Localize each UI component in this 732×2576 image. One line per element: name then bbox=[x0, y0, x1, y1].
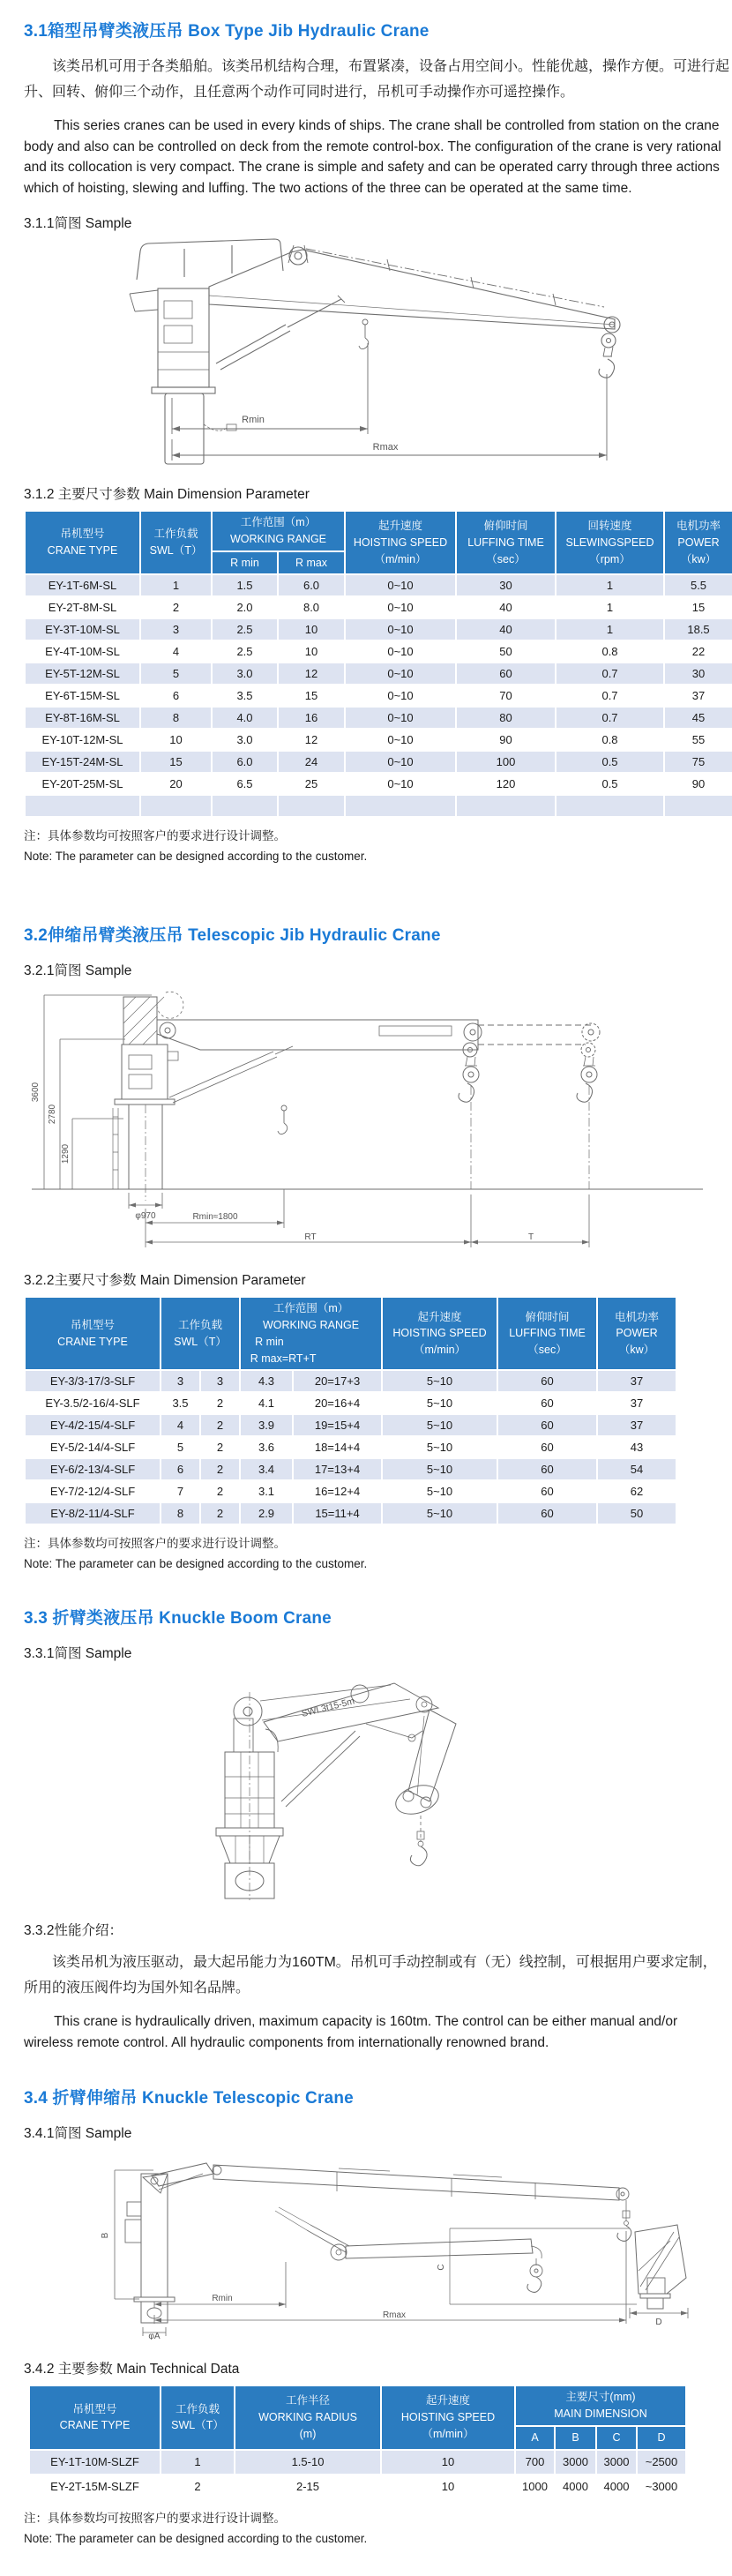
table-cell: 16=12+4 bbox=[293, 1480, 382, 1502]
table-cell: 700 bbox=[515, 2450, 555, 2475]
note-chinese: 注：具体参数均可按照客户的要求进行设计调整。 bbox=[24, 1537, 286, 1551]
section-title: 3.3 折臂类液压吊 Knuckle Boom Crane bbox=[24, 1609, 332, 1629]
paragraph-chinese: 该类吊机可用于各类船舶。该类吊机结构合理，布置紧凑，设备占用空间小。性能优越，操作方便。可进行起升、回转、俯仰三个动作，且任意两个动作可同时进行，吊机可手动操作亦可遥控操作。 bbox=[24, 59, 730, 100]
table-cell: 5~10 bbox=[382, 1502, 497, 1524]
note-english: Note: The parameter can be designed according to the customer. bbox=[24, 1557, 368, 1571]
table-cell: 6.5 bbox=[212, 773, 278, 795]
table-cell: 50 bbox=[456, 640, 556, 663]
th-swl: 工作负载 SWL（T） bbox=[161, 2385, 235, 2449]
param-heading: 3.2.2主要尺寸参数 Main Dimension Parameter bbox=[24, 1273, 306, 1289]
table-cell: 37 bbox=[597, 1414, 676, 1436]
table-cell: EY-1T-10M-SLZF bbox=[29, 2450, 161, 2475]
table-row bbox=[25, 795, 732, 817]
dim-label-d: D bbox=[655, 2318, 662, 2328]
table-cell: 10 bbox=[381, 2450, 515, 2475]
table-cell: EY-6T-15M-SL bbox=[25, 685, 140, 707]
table-cell: 6 bbox=[161, 1458, 200, 1480]
table-cell: 60 bbox=[497, 1502, 597, 1524]
table-cell: EY-4/2-15/4-SLF bbox=[25, 1414, 161, 1436]
section-title: 3.4 折臂伸缩吊 Knuckle Telescopic Crane bbox=[24, 2089, 354, 2108]
th-working-range: 工作范围（m） WORKING RANGE R min R max=RT+T bbox=[240, 1297, 382, 1370]
section-title: 3.1箱型吊臂类液压吊 Box Type Jib Hydraulic Crane bbox=[24, 22, 429, 41]
table-cell: 0~10 bbox=[345, 574, 456, 596]
main-dimension-table-box-type bbox=[24, 510, 732, 818]
table-cell: 60 bbox=[456, 663, 556, 685]
table-cell: 40 bbox=[456, 618, 556, 640]
table-cell: 1 bbox=[556, 618, 664, 640]
table-cell: 5.5 bbox=[664, 574, 732, 596]
dim-label-1290: 1290 bbox=[61, 1144, 71, 1164]
sample-heading: 3.4.1简图 Sample bbox=[24, 2126, 132, 2142]
param-heading: 3.1.2 主要尺寸参数 Main Dimension Parameter bbox=[24, 487, 310, 502]
table-cell: 5~10 bbox=[382, 1436, 497, 1458]
boom-swl-label: SWL3t15-5m bbox=[300, 1696, 356, 1720]
th-main-dimension: 主要尺寸(mm) MAIN DIMENSION bbox=[515, 2385, 686, 2426]
th-power: 电机功率 POWER （kw） bbox=[597, 1297, 676, 1370]
table-cell: 0~10 bbox=[345, 707, 456, 729]
table-cell: 4 bbox=[140, 640, 212, 663]
dim-label-rt: RT bbox=[304, 1232, 317, 1243]
table-cell: 3.4 bbox=[240, 1458, 293, 1480]
table-cell: 0.8 bbox=[556, 640, 664, 663]
table-row bbox=[25, 685, 732, 707]
table-cell: 2.5 bbox=[212, 640, 278, 663]
param-heading: 3.4.2 主要参数 Main Technical Data bbox=[24, 2362, 240, 2378]
table-cell: 8.0 bbox=[278, 596, 345, 618]
table-row bbox=[25, 1392, 676, 1414]
telescopic-crane-schematic bbox=[19, 985, 707, 1251]
table-cell: EY-5/2-14/4-SLF bbox=[25, 1436, 161, 1458]
table-cell: 5 bbox=[140, 663, 212, 685]
paragraph-chinese: 该类吊机为液压驱动，最大起吊能力为160TM。吊机可手动控制或有（无）线控制，可根据用户要求定制，所用的液压阀件均为国外知名品牌。 bbox=[24, 1955, 717, 1996]
table-cell: 15 bbox=[140, 751, 212, 773]
table-cell: 2.0 bbox=[212, 596, 278, 618]
table-cell: EY-2T-15M-SLZF bbox=[29, 2475, 161, 2499]
table-cell: EY-7/2-12/4-SLF bbox=[25, 1480, 161, 1502]
paragraph-english: This crane is hydraulically driven, maximum capacity is 160tm. The control can be either manual and/or wireless remote control. All hydraulic components from internationally renowned brand. bbox=[24, 2014, 678, 2050]
table-cell: EY-8/2-11/4-SLF bbox=[25, 1502, 161, 1524]
table-cell: EY-8T-16M-SL bbox=[25, 707, 140, 729]
table-cell: 100 bbox=[456, 751, 556, 773]
th-dim-d: D bbox=[637, 2426, 686, 2450]
table-cell: 54 bbox=[597, 1458, 676, 1480]
table-body bbox=[29, 2450, 686, 2499]
table-cell: 12 bbox=[278, 729, 345, 751]
table-cell: 37 bbox=[664, 685, 732, 707]
table-cell: 4000 bbox=[555, 2475, 596, 2499]
table-cell: 6.0 bbox=[212, 751, 278, 773]
crane-drawing-knuckle-boom bbox=[190, 1667, 732, 1906]
dim-label-rmin: Rmin bbox=[212, 2294, 233, 2304]
table-header bbox=[25, 511, 732, 574]
sample-heading: 3.3.1简图 Sample bbox=[24, 1646, 132, 1662]
table-cell: 15 bbox=[664, 596, 732, 618]
dim-label-c: C bbox=[437, 2264, 446, 2271]
table-cell: 12 bbox=[278, 663, 345, 685]
table-row bbox=[25, 574, 732, 596]
table-cell bbox=[140, 795, 212, 817]
table-cell: 15 bbox=[278, 685, 345, 707]
table-cell: 0.7 bbox=[556, 663, 664, 685]
th-swl: 工作负载 SWL（T） bbox=[161, 1297, 240, 1370]
crane-drawing-knuckle-telescopic bbox=[55, 2147, 732, 2344]
th-swl: 工作负载 SWL（T） bbox=[140, 511, 212, 574]
table-cell: 3.5 bbox=[161, 1392, 200, 1414]
table-cell: 4.1 bbox=[240, 1392, 293, 1414]
th-hoisting-speed: 起升速度 HOISTING SPEED （m/min） bbox=[345, 511, 456, 574]
dim-label-2780: 2780 bbox=[48, 1105, 57, 1125]
th-r-min: R min bbox=[212, 551, 278, 575]
table-cell: 10 bbox=[140, 729, 212, 751]
table-cell: 4.0 bbox=[212, 707, 278, 729]
table-cell: 60 bbox=[497, 1480, 597, 1502]
table-cell bbox=[556, 795, 664, 817]
table-cell: 1 bbox=[140, 574, 212, 596]
table-cell: 1 bbox=[556, 574, 664, 596]
table-header bbox=[29, 2385, 686, 2449]
table-row bbox=[25, 1414, 676, 1436]
table-cell: 5~10 bbox=[382, 1458, 497, 1480]
table-cell: 6.0 bbox=[278, 574, 345, 596]
table-cell: EY-5T-12M-SL bbox=[25, 663, 140, 685]
table-row bbox=[25, 1436, 676, 1458]
table-cell: 3.0 bbox=[212, 729, 278, 751]
table-cell: 40 bbox=[456, 596, 556, 618]
performance-heading: 3.3.2性能介绍： bbox=[24, 1923, 123, 1939]
table-row bbox=[25, 663, 732, 685]
note-chinese: 注：具体参数均可按照客户的要求进行设计调整。 bbox=[24, 829, 286, 843]
table-cell bbox=[25, 795, 140, 817]
main-technical-data-table bbox=[28, 2385, 687, 2499]
th-luffing-time: 俯仰时间 LUFFING TIME （sec） bbox=[456, 511, 556, 574]
th-r-max: R max bbox=[278, 551, 345, 575]
table-cell bbox=[212, 795, 278, 817]
table-cell: 60 bbox=[497, 1436, 597, 1458]
th-working-range: 工作范围（m） WORKING RANGE bbox=[212, 511, 345, 551]
table-cell: 8 bbox=[161, 1502, 200, 1524]
table-cell: 7 bbox=[161, 1480, 200, 1502]
table-header bbox=[25, 1297, 676, 1370]
table-row bbox=[25, 1370, 676, 1392]
table-cell: 8 bbox=[140, 707, 212, 729]
table-row bbox=[25, 707, 732, 729]
dim-label-phia: φA bbox=[148, 2332, 161, 2340]
dim-label-rmax: Rmax bbox=[382, 2310, 407, 2321]
table-cell: 120 bbox=[456, 773, 556, 795]
dim-label-t: T bbox=[527, 1232, 534, 1243]
table-cell: 50 bbox=[597, 1502, 676, 1524]
table-cell: 3000 bbox=[555, 2450, 596, 2475]
table-cell: 2 bbox=[200, 1480, 240, 1502]
table-row bbox=[29, 2475, 686, 2499]
table-cell: 1000 bbox=[515, 2475, 555, 2499]
table-cell: 0~10 bbox=[345, 751, 456, 773]
table-cell bbox=[345, 795, 456, 817]
table-cell: 5 bbox=[161, 1436, 200, 1458]
th-hoisting-speed: 起升速度 HOISTING SPEED （m/min） bbox=[382, 1297, 497, 1370]
table-cell: EY-20T-25M-SL bbox=[25, 773, 140, 795]
table-cell: 60 bbox=[497, 1392, 597, 1414]
table-cell: 0~10 bbox=[345, 618, 456, 640]
table-cell: 2 bbox=[140, 596, 212, 618]
note-chinese: 注：具体参数均可按照客户的要求进行设计调整。 bbox=[24, 2511, 286, 2525]
table-cell: 70 bbox=[456, 685, 556, 707]
table-cell: 17=13+4 bbox=[293, 1458, 382, 1480]
table-cell: 3000 bbox=[596, 2450, 637, 2475]
table-cell: 3 bbox=[140, 618, 212, 640]
th-hoisting-speed: 起升速度 HOISTING SPEED （m/min） bbox=[381, 2385, 515, 2449]
th-power: 电机功率 POWER （kw） bbox=[664, 511, 732, 574]
table-cell: 15=11+4 bbox=[293, 1502, 382, 1524]
table-cell: EY-3T-10M-SL bbox=[25, 618, 140, 640]
table-cell: 80 bbox=[456, 707, 556, 729]
table-cell: 30 bbox=[664, 663, 732, 685]
table-cell: 3.0 bbox=[212, 663, 278, 685]
table-cell: 3.9 bbox=[240, 1414, 293, 1436]
dim-label-phi970: φ970 bbox=[135, 1211, 156, 1222]
table-cell: 4000 bbox=[596, 2475, 637, 2499]
sample-heading: 3.1.1简图 Sample bbox=[24, 216, 132, 231]
table-cell: 5~10 bbox=[382, 1414, 497, 1436]
th-dim-c: C bbox=[596, 2426, 637, 2450]
th-crane-type: 吊机型号 CRANE TYPE bbox=[25, 1297, 161, 1370]
table-cell: 22 bbox=[664, 640, 732, 663]
table-cell: 2 bbox=[200, 1502, 240, 1524]
table-cell: 10 bbox=[381, 2475, 515, 2499]
sample-heading: 3.2.1简图 Sample bbox=[24, 963, 132, 979]
section-telescopic-jib-crane bbox=[24, 922, 732, 1573]
table-cell: 6 bbox=[140, 685, 212, 707]
table-cell: 30 bbox=[456, 574, 556, 596]
table-cell: 0.5 bbox=[556, 773, 664, 795]
table-cell: 2.9 bbox=[240, 1502, 293, 1524]
section-knuckle-telescopic-crane bbox=[24, 2085, 732, 2547]
table-cell: 25 bbox=[278, 773, 345, 795]
table-row bbox=[25, 596, 732, 618]
table-cell: 60 bbox=[497, 1414, 597, 1436]
section-box-type-jib-crane bbox=[24, 18, 732, 865]
note-english: Note: The parameter can be designed according to the customer. bbox=[24, 850, 368, 864]
th-luffing-time: 俯仰时间 LUFFING TIME （sec） bbox=[497, 1297, 597, 1370]
knuckle-boom-schematic bbox=[190, 1667, 569, 1901]
table-cell: 3.1 bbox=[240, 1480, 293, 1502]
table-row bbox=[25, 1458, 676, 1480]
table-cell: EY-3/3-17/3-SLF bbox=[25, 1370, 161, 1392]
table-cell: 75 bbox=[664, 751, 732, 773]
dim-label-3600: 3600 bbox=[31, 1082, 41, 1103]
crane-drawing-telescopic bbox=[19, 985, 732, 1255]
table-cell: 0.5 bbox=[556, 751, 664, 773]
table-cell bbox=[456, 795, 556, 817]
table-row bbox=[25, 640, 732, 663]
section-title: 3.2伸缩吊臂类液压吊 Telescopic Jib Hydraulic Crane bbox=[24, 926, 441, 946]
th-slewing-speed: 回转速度 SLEWINGSPEED （rpm） bbox=[556, 511, 664, 574]
table-cell: 16 bbox=[278, 707, 345, 729]
box-crane-schematic bbox=[77, 237, 703, 465]
paragraph-english: This series cranes can be used in every kinds of ships. The crane shall be controlled from station on the crane body and also can be controlled on deck from the remote control-box. The configuration of the crane is very rational and its collocation is very compact. The crane is simple and safety and can be operated carry through three actions which of hoisting, slewing and luffing. The two actions of the three can be operated at the same time. bbox=[24, 118, 721, 196]
table-cell: 2-15 bbox=[235, 2475, 381, 2499]
table-cell: 1.5-10 bbox=[235, 2450, 381, 2475]
table-cell: 0.7 bbox=[556, 707, 664, 729]
table-cell: ~3000 bbox=[637, 2475, 686, 2499]
dim-label-rmax: Rmax bbox=[372, 442, 399, 453]
table-cell: 2 bbox=[200, 1414, 240, 1436]
table-cell: 2 bbox=[200, 1436, 240, 1458]
main-dimension-table-telescopic bbox=[24, 1296, 677, 1525]
table-cell: 60 bbox=[497, 1458, 597, 1480]
table-cell: 20=17+3 bbox=[293, 1370, 382, 1392]
th-dim-b: B bbox=[555, 2426, 596, 2450]
table-cell: 10 bbox=[278, 640, 345, 663]
table-cell: 3.6 bbox=[240, 1436, 293, 1458]
table-cell: 0~10 bbox=[345, 773, 456, 795]
table-cell bbox=[664, 795, 732, 817]
table-row bbox=[25, 751, 732, 773]
table-body bbox=[25, 1370, 676, 1524]
table-cell: 3 bbox=[161, 1370, 200, 1392]
table-cell: 20 bbox=[140, 773, 212, 795]
table-cell: 1 bbox=[556, 596, 664, 618]
table-cell: 1 bbox=[161, 2450, 235, 2475]
table-cell: 5~10 bbox=[382, 1480, 497, 1502]
table-cell: 0.7 bbox=[556, 685, 664, 707]
table-cell: 60 bbox=[497, 1370, 597, 1392]
table-cell: 18.5 bbox=[664, 618, 732, 640]
th-dim-a: A bbox=[515, 2426, 555, 2450]
table-cell: 37 bbox=[597, 1370, 676, 1392]
table-cell: 55 bbox=[664, 729, 732, 751]
table-row bbox=[29, 2450, 686, 2475]
table-cell: 62 bbox=[597, 1480, 676, 1502]
table-cell: 90 bbox=[664, 773, 732, 795]
table-cell bbox=[278, 795, 345, 817]
table-cell: 5~10 bbox=[382, 1392, 497, 1414]
table-cell: 19=15+4 bbox=[293, 1414, 382, 1436]
table-row bbox=[25, 618, 732, 640]
table-cell: 18=14+4 bbox=[293, 1436, 382, 1458]
th-crane-type: 吊机型号 CRANE TYPE bbox=[25, 511, 140, 574]
section-knuckle-boom-crane bbox=[24, 1605, 732, 2053]
table-cell: 37 bbox=[597, 1392, 676, 1414]
th-crane-type: 吊机型号 CRANE TYPE bbox=[29, 2385, 161, 2449]
table-cell: 0~10 bbox=[345, 685, 456, 707]
table-row bbox=[25, 729, 732, 751]
table-body bbox=[25, 574, 732, 817]
table-cell: 2 bbox=[161, 2475, 235, 2499]
table-row bbox=[25, 1502, 676, 1524]
table-cell: 4 bbox=[161, 1414, 200, 1436]
dim-label-b: B bbox=[101, 2232, 110, 2239]
table-cell: 0~10 bbox=[345, 663, 456, 685]
table-cell: 20=16+4 bbox=[293, 1392, 382, 1414]
note-english: Note: The parameter can be designed according to the customer. bbox=[24, 2531, 368, 2545]
table-cell: 45 bbox=[664, 707, 732, 729]
dim-label-rmin1800: Rmin≈1800 bbox=[192, 1212, 238, 1223]
table-cell: 4.3 bbox=[240, 1370, 293, 1392]
table-row bbox=[25, 773, 732, 795]
table-cell: 24 bbox=[278, 751, 345, 773]
table-row bbox=[25, 1480, 676, 1502]
table-cell: 0.8 bbox=[556, 729, 664, 751]
table-cell: ~2500 bbox=[637, 2450, 686, 2475]
table-cell: 10 bbox=[278, 618, 345, 640]
table-cell: 90 bbox=[456, 729, 556, 751]
table-cell: 5~10 bbox=[382, 1370, 497, 1392]
table-cell: 3.5 bbox=[212, 685, 278, 707]
th-working-radius: 工作半径 WORKING RADIUS (m) bbox=[235, 2385, 381, 2449]
table-cell: 0~10 bbox=[345, 640, 456, 663]
table-cell: EY-4T-10M-SL bbox=[25, 640, 140, 663]
table-cell: EY-6/2-13/4-SLF bbox=[25, 1458, 161, 1480]
table-cell: 0~10 bbox=[345, 596, 456, 618]
table-cell: 2.5 bbox=[212, 618, 278, 640]
knuckle-telescopic-schematic bbox=[55, 2147, 725, 2340]
table-cell: EY-2T-8M-SL bbox=[25, 596, 140, 618]
table-cell: EY-10T-12M-SL bbox=[25, 729, 140, 751]
crane-drawing-box-type bbox=[77, 237, 732, 469]
table-cell: EY-15T-24M-SL bbox=[25, 751, 140, 773]
table-cell: 2 bbox=[200, 1458, 240, 1480]
table-cell: 3 bbox=[200, 1370, 240, 1392]
dim-label-rmin: Rmin bbox=[242, 415, 265, 425]
table-cell: EY-3.5/2-16/4-SLF bbox=[25, 1392, 161, 1414]
table-cell: EY-1T-6M-SL bbox=[25, 574, 140, 596]
table-cell: 0~10 bbox=[345, 729, 456, 751]
table-cell: 2 bbox=[200, 1392, 240, 1414]
table-cell: 1.5 bbox=[212, 574, 278, 596]
table-cell: 43 bbox=[597, 1436, 676, 1458]
